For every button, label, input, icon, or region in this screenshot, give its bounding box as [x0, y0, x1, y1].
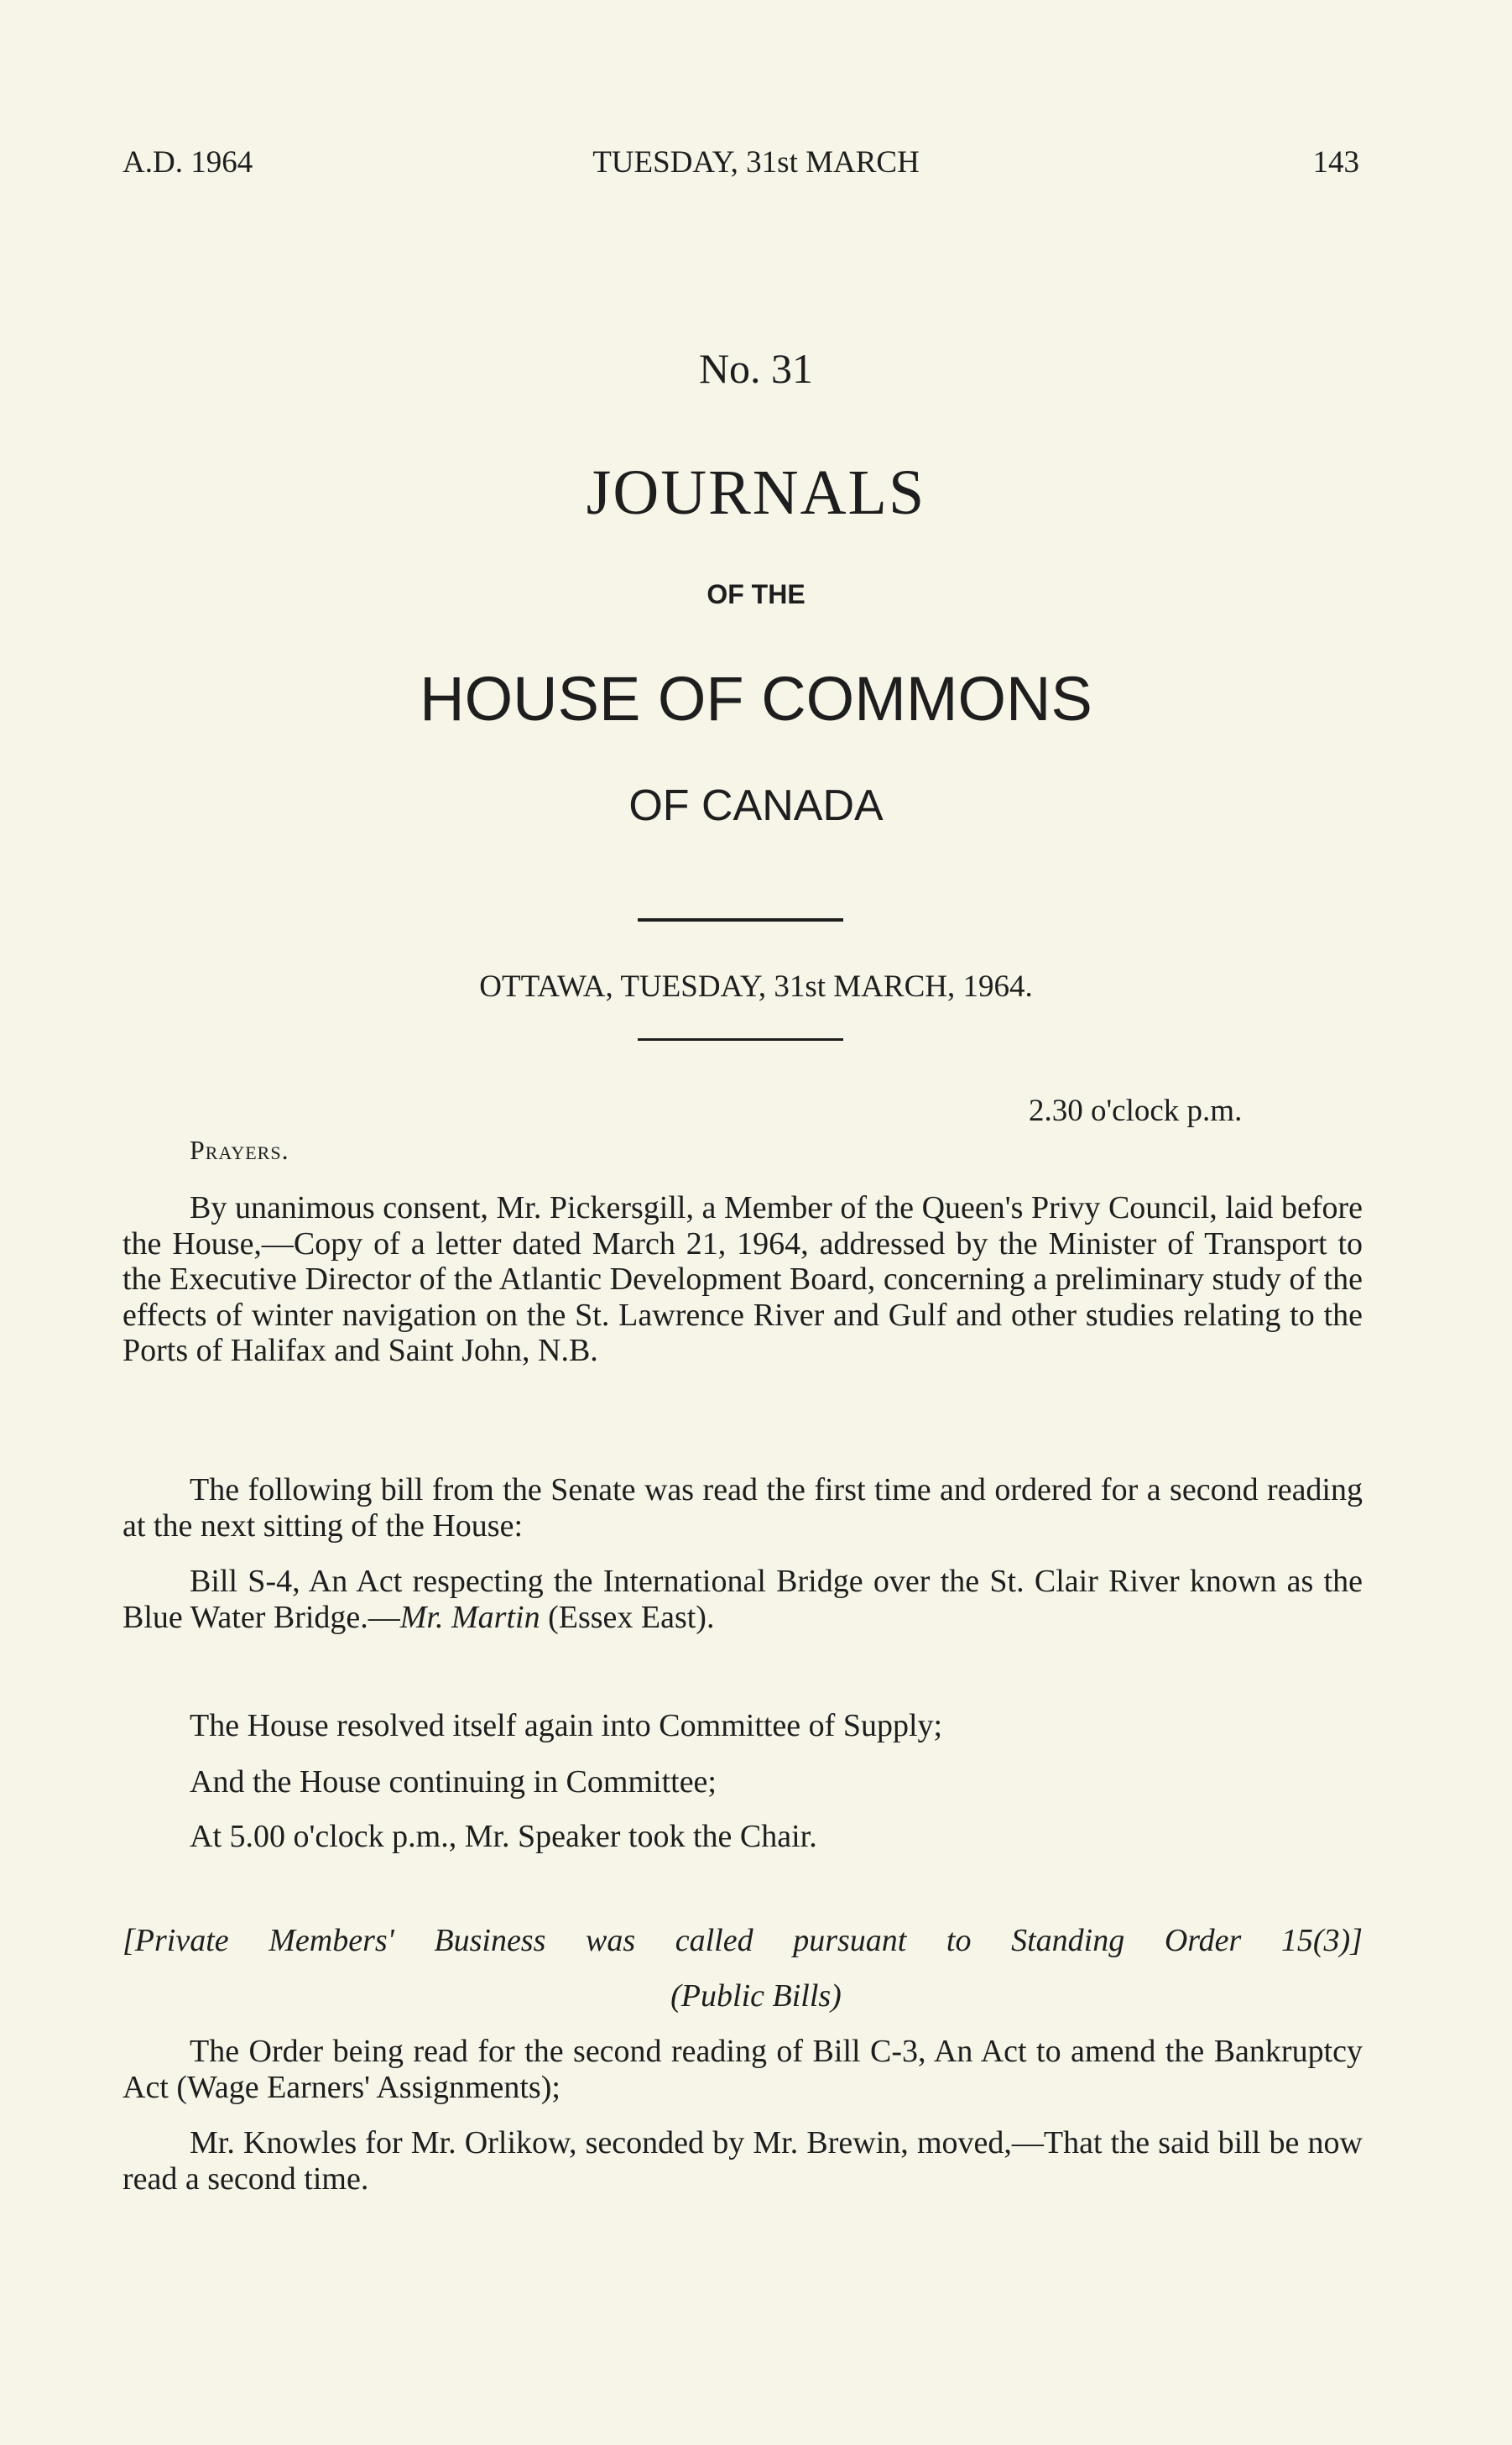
paragraph-continuing-committee: And the House continuing in Committee; — [190, 1764, 717, 1800]
issue-number: No. 31 — [698, 345, 814, 392]
prayers-heading: Prayers. — [190, 1135, 289, 1165]
of-the-label: OF THE — [706, 579, 806, 609]
paragraph-senate-bill: The following bill from the Senate was read the first time and ordered for a second reading at the next sitting of the House: — [123, 1472, 1363, 1544]
house-of-commons-title: HOUSE OF COMMONS — [420, 664, 1092, 734]
header-date: TUESDAY, 31st MARCH — [592, 145, 920, 180]
header-year: A.D. 1964 — [123, 145, 253, 180]
paragraph-knowles-motion: Mr. Knowles for Mr. Orlikow, seconded by Mr. Brewin, moved,—That the said bill be now read a second time. — [123, 2125, 1363, 2197]
header-page-number: 143 — [1312, 145, 1359, 180]
paragraph-pickersgill: By unanimous consent, Mr. Pickersgill, a Member of the Queen's Privy Council, laid before the House,—Copy of a letter dated March 21, 1964, addressed by the Minister of Transport to the Executive Director of the Atlantic Development Board, concerning a preliminary study of the effects of winter navigation on the St. Lawrence River and Gulf and other studies relating to the Ports of Halifax and Saint John, N.B. — [123, 1190, 1363, 1368]
masthead-rule-lower — [638, 1038, 843, 1041]
dateline: OTTAWA, TUESDAY, 31st MARCH, 1964. — [479, 969, 1033, 1004]
bill-s4-member: Mr. Martin — [399, 1599, 540, 1635]
masthead-rule-upper — [638, 918, 843, 922]
paragraph-bill-s4 — [123, 1564, 1363, 1635]
bill-s4-text: Bill S-4, An Act respecting the International Bridge over the St. Clair River known as the Blue Water Bridge.— — [123, 1564, 1363, 1635]
sitting-time: 2.30 o'clock p.m. — [1029, 1094, 1243, 1128]
paragraph-bill-c3: The Order being read for the second reading of Bill C-3, An Act to amend the Bankruptcy Act (Wage Earners' Assignments); — [123, 2034, 1363, 2105]
bill-s4-riding: (Essex East). — [540, 1599, 715, 1635]
country-title: OF CANADA — [628, 781, 884, 830]
journal-title: JOURNALS — [586, 457, 926, 528]
paragraph-speaker-took-chair: At 5.00 o'clock p.m., Mr. Speaker took the Chair. — [190, 1819, 817, 1854]
public-bills-heading: (Public Bills) — [670, 1978, 842, 2014]
paragraph-committee-of-supply: The House resolved itself again into Committee of Supply; — [190, 1708, 943, 1743]
private-members-business-note: [Private Members' Business was called pursuant to Standing Order 15(3)] — [123, 1923, 1363, 1958]
